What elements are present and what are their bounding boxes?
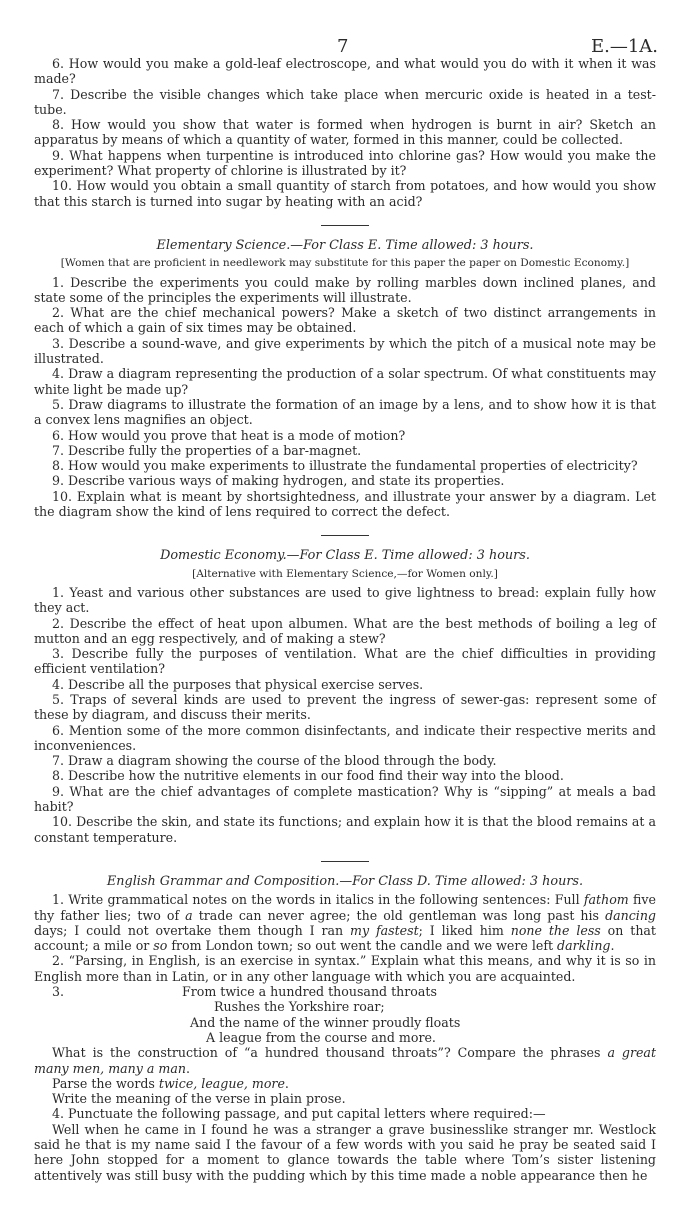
question: 4. Describe all the purposes that physical exercise serves. <box>52 676 424 692</box>
italic-phrase: a great many men, many a man <box>34 1045 657 1076</box>
domestic-economy-section <box>34 548 656 845</box>
italic-word: a <box>185 907 193 923</box>
section-note: [Alternative with Elementary Science,—for Women only.] <box>192 567 498 580</box>
italic-word: fathom <box>583 892 629 908</box>
intro-questions <box>34 56 656 209</box>
question: 8. How would you show that water is formed when hydrogen is burnt in air? Sketch an apparatus by means of which a quantity of water, formed in this manner, could be collected. <box>34 117 656 148</box>
question: 4. Draw a diagram representing the production of a solar spectrum. Of what constituents may white light be made up? <box>34 366 656 397</box>
section-divider <box>321 225 369 226</box>
question: 1. Write grammatical notes on the words in italics in the following sentences: Full fathom five thy father lies; two of a trade can never agree; the old gentleman was long past his dancing days; I could not overtake them though I ran my fastest; I liked him none the less on that account; a mile or so from London town; so out went the candle and we were left darkling. <box>34 892 656 954</box>
italic-word: dancing <box>605 907 656 923</box>
document-reference: E.—1A. <box>590 36 658 57</box>
italic-phrase: twice, league, more <box>158 1075 285 1091</box>
passage: Well when he came in I found he was a stranger a grave businesslike stranger mr. Westlock said he that is my name said I the favour of a few words with you said he pray be seated said I here John stopped for a moment to glance towards the table where Tom’s sister listening attentively was still busy with the pudding which by this time made a noble appearance then he <box>34 1121 656 1183</box>
question: 7. Describe fully the properties of a bar-magnet. <box>52 442 362 458</box>
section-heading: English Grammar and Composition.—For Class D. Time allowed: 3 hours. <box>106 873 584 889</box>
question-number: 3. <box>52 984 65 1000</box>
section-divider <box>321 535 369 536</box>
question: 2. Describe the effect of heat upon albumen. What are the best methods of boiling a leg of mutton and an egg respectively, and of making a stew? <box>34 615 656 646</box>
question: 9. Describe various ways of making hydrogen, and state its properties. <box>52 473 505 489</box>
question: 2. “Parsing, in English, is an exercise in syntax.” Explain what this means, and why it is so in English more than in Latin, or in any other language with which you are acquainted. <box>34 953 656 984</box>
page-header <box>34 0 656 56</box>
question: Write the meaning of the verse in plain prose. <box>52 1091 346 1107</box>
question: 4. Punctuate the following passage, and put capital letters where required:— <box>52 1106 546 1122</box>
question: 8. Describe how the nutritive elements in our food find their way into the blood. <box>52 768 564 784</box>
question: 6. How would you prove that heat is a mode of motion? <box>52 427 406 443</box>
question: 9. What happens when turpentine is introduced into chlorine gas? How would you make the experiment? What property of chlorine is illustrated by it? <box>34 147 656 179</box>
question: 10. How would you obtain a small quantity of starch from potatoes, and how would you show that this starch is turned into sugar by heating with an acid? <box>34 178 656 209</box>
question: 1. Describe the experiments you could make by rolling marbles down inclined planes, and state some of the principles the experiments will illustrate. <box>34 274 656 305</box>
question: 9. What are the chief advantages of complete mastication? Why is “sipping” at meals a bad habit? <box>34 783 656 815</box>
question: 10. Describe the skin, and state its functions; and explain how it is that the blood remains at a constant temperature. <box>34 814 656 845</box>
section-note: [Women that are proficient in needlework may substitute for this paper the paper on Domestic Economy.] <box>60 257 630 270</box>
english-grammar-section <box>34 874 656 1183</box>
question: 7. Draw a diagram showing the course of the blood through the body. <box>52 753 497 769</box>
question: What is the construction of “a hundred thousand throats”? Compare the phrases a great many men, many a man. <box>34 1045 657 1076</box>
question: 6. How would you make a gold-leaf electroscope, and what would you do with it when it was made? <box>34 56 656 87</box>
section-heading: Domestic Economy.—For Class E. Time allowed: 3 hours. <box>160 548 530 564</box>
section-heading: Elementary Science.—For Class E. Time allowed: 3 hours. <box>156 237 534 253</box>
verse-block <box>34 984 656 1045</box>
document-page <box>34 0 656 1183</box>
verse-line: Rushes the Yorkshire roar; <box>214 999 385 1015</box>
question: 8. How would you make experiments to illustrate the fundamental properties of electricity? <box>52 458 638 474</box>
question: 3. Describe fully the purposes of ventilation. What are the chief difficulties in providing efficient ventilation? <box>34 646 656 677</box>
section-divider <box>321 861 369 862</box>
question: 3. Describe a sound-wave, and give experiments by which the pitch of a musical note may be illustrated. <box>34 335 656 367</box>
italic-word: darkling <box>557 938 611 954</box>
question: 6. Mention some of the more common disinfectants, and indicate their respective merits and inconveniences. <box>34 722 656 753</box>
verse-line: From twice a hundred thousand throats <box>182 984 437 1000</box>
italic-word: none the less <box>510 922 601 938</box>
question: 1. Yeast and various other substances are used to give lightness to bread: explain fully how they act. <box>34 584 656 616</box>
question: 7. Describe the visible changes which take place when mercuric oxide is heated in a test-tube. <box>34 86 656 117</box>
elementary-science-section <box>34 238 656 519</box>
verse-line: And the name of the winner proudly floats <box>190 1014 461 1030</box>
italic-word: my fastest <box>350 922 419 938</box>
question: 10. Explain what is meant by shortsightedness, and illustrate your answer by a diagram. Let the diagram show the kind of lens required to correct the defect. <box>34 488 656 520</box>
italic-word: so <box>153 938 168 954</box>
question: 2. What are the chief mechanical powers? Make a sketch of two distinct arrangements in each of which a gain of six times may be obtained. <box>34 305 656 336</box>
question: 5. Draw diagrams to illustrate the formation of an image by a lens, and to show how it is that a convex lens magnifies an object. <box>34 396 656 428</box>
page-number: 7 <box>337 36 349 57</box>
question: 5. Traps of several kinds are used to prevent the ingress of sewer-gas: represent some of these by diagram, and discuss their merits. <box>34 691 656 723</box>
question: Parse the words twice, league, more. <box>52 1075 289 1091</box>
verse-line: A league from the course and more. <box>206 1029 436 1045</box>
